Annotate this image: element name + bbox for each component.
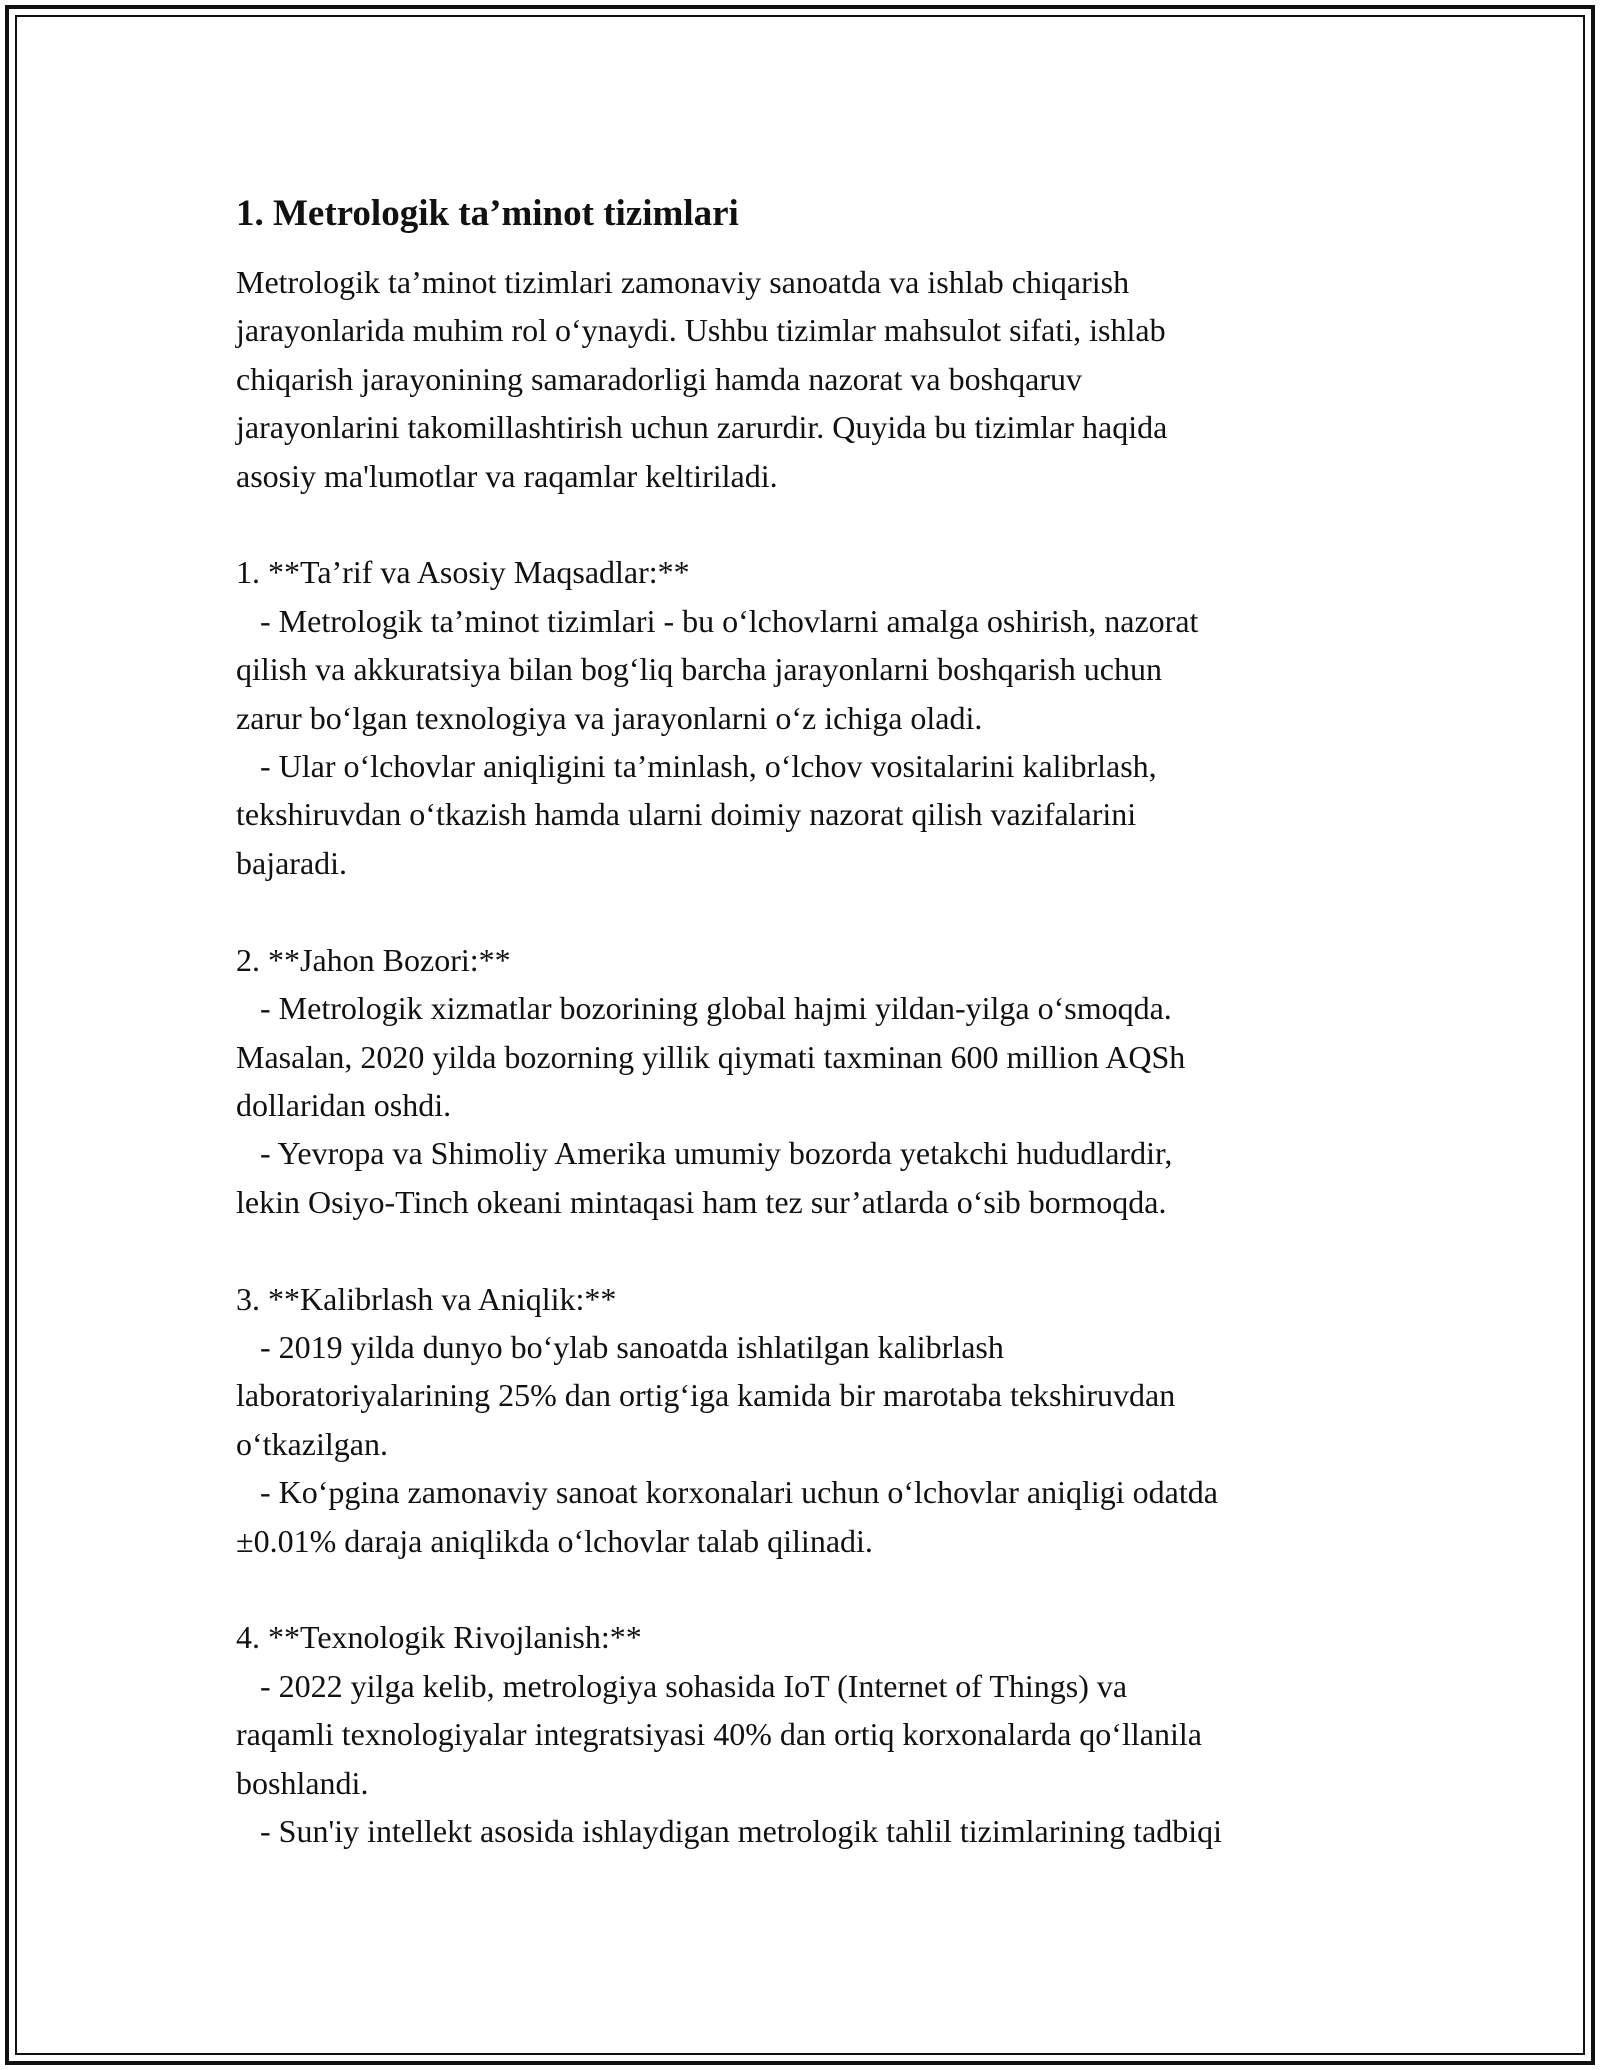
- document-body-text: Metrologik ta’minot tizimlari zamonaviy sanoatda va ishlab chiqarish jarayonlarida muhim rol o‘ynaydi. Ushbu tizimlar mahsulot sifati, ishlab chiqarish jarayonining samaradorligi hamda nazorat va boshqaruv jarayonlarini takomillashtirish uchun zarurdir. Quyida bu tizimlar haqida asosiy ma'lumotlar va raqamlar keltiriladi. 1. **Ta’rif va Asosiy Maqsadlar:** - Metrologik ta’minot tizimlari - bu o‘lchovlarni amalga oshirish, nazorat qilish va akkuratsiya bilan bog‘liq barcha jarayonlarni boshqarish uchun zarur bo‘lgan texnologiya va jarayonlarni o‘z ichiga oladi. - Ular o‘lchovlar aniqligini ta’minlash, o‘lchov vositalarini kalibrlash, tekshiruvdan o‘tkazish hamda ularni doimiy nazorat qilish vazifalarini bajaradi. 2. **Jahon Bozori:** - Metrologik xizmatlar bozorining global hajmi yildan-yilga o‘smoqda. Masalan, 2020 yilda bozorning yillik qiymati taxminan 600 million AQSh dollaridan oshdi. - Yevropa va Shimoliy Amerika umumiy bozorda yetakchi hududlardir, lekin Osiyo-Tinch okeani mintaqasi ham tez sur’atlarda o‘sib bormoqda. 3. **Kalibrlash va Aniqlik:** - 2019 yilda dunyo bo‘ylab sanoatda ishlatilgan kalibrlash laboratoriyalarining 25% dan ortig‘iga kamida bir marotaba tekshiruvdan o‘tkazilgan. - Ko‘pgina zamonaviy sanoat korxonalari uchun o‘lchovlar aniqligi odatda ±0.01% daraja aniqlikda o‘lchovlar talab qilinadi. 4. **Texnologik Rivojlanish:** - 2022 yilga kelib, metrologiya sohasida IoT (Internet of Things) va raqamli texnologiyalar integratsiyasi 40% dan ortiq korxonalarda qo‘llanila boshlandi. - Sun'iy intellekt asosida ishlaydigan metrologik tahlil tizimlarining tadbiqi: [236, 264, 1223, 1849]
- document-heading: 1. Metrologik ta’minot tizimlari: [236, 193, 739, 234]
- document-content: [236, 186, 1396, 1855]
